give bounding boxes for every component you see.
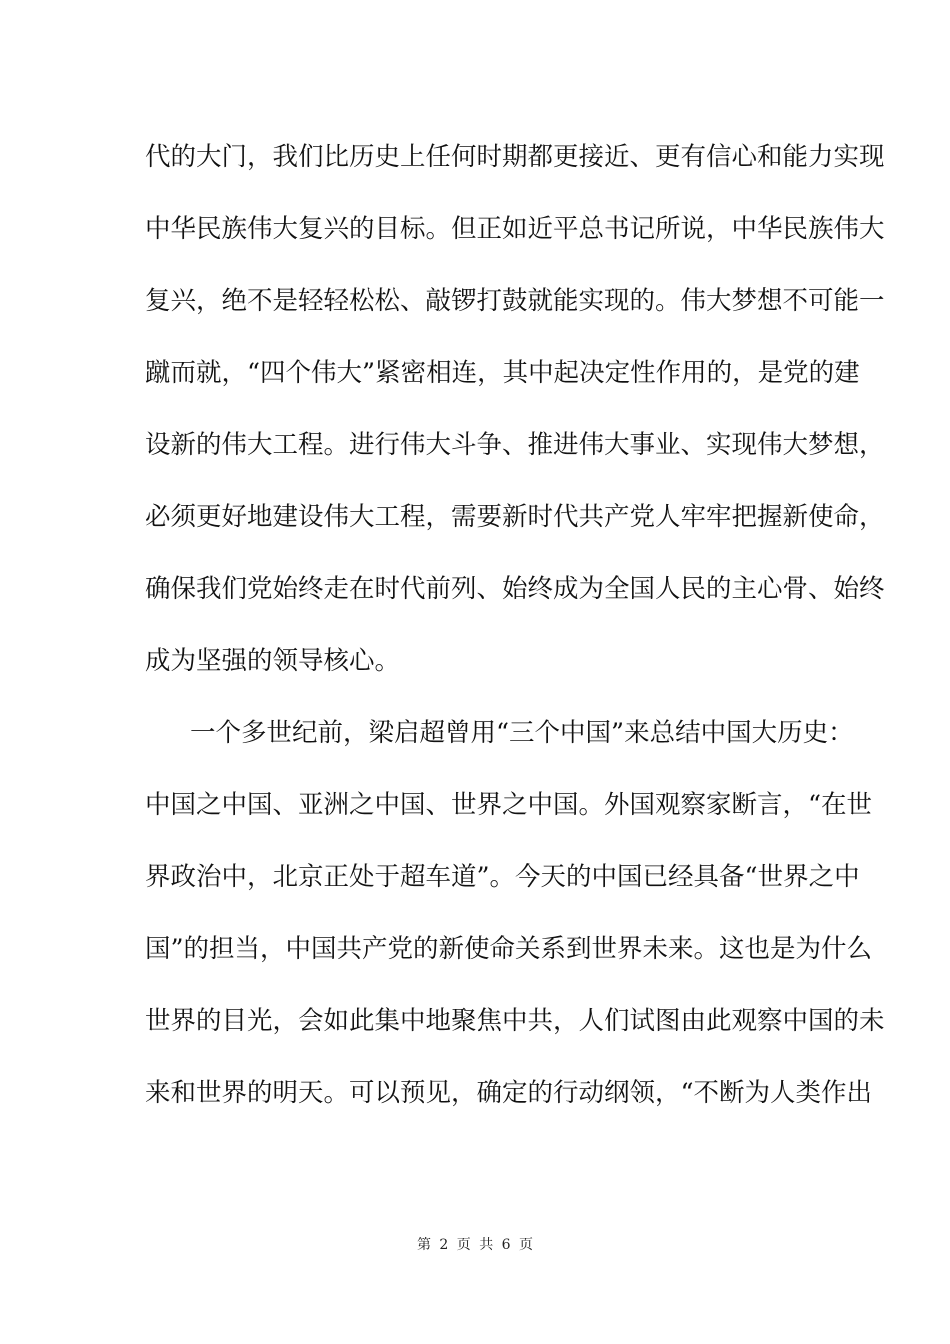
text-line: 确保我们党始终走在时代前列、始终成为全国人民的主心骨、始终 xyxy=(145,574,885,604)
text-line: 中华民族伟大复兴的目标。但正如近平总书记所说，中华民族伟大 xyxy=(145,214,885,244)
paragraph-first-line: 一个多世纪前，梁启超曾用“三个中国”来总结中国大历史： xyxy=(190,718,854,748)
text-line: 设新的伟大工程。进行伟大斗争、推进伟大事业、实现伟大梦想， xyxy=(145,430,885,460)
text-line: 界政治中，北京正处于超车道”。今天的中国已经具备“世界之中 xyxy=(145,862,860,892)
text-line: 国”的担当，中国共产党的新使命关系到世界未来。这也是为什么 xyxy=(145,934,873,964)
text-line: 成为坚强的领导核心。 xyxy=(145,646,401,676)
text-line: 代的大门，我们比历史上任何时期都更接近、更有信心和能力实现 xyxy=(145,142,885,172)
text-line: 必须更好地建设伟大工程，需要新时代共产党人牢牢把握新使命， xyxy=(145,502,885,532)
text-line: 复兴，绝不是轻轻松松、敲锣打鼓就能实现的。伟大梦想不可能一 xyxy=(145,286,885,316)
text-line: 蹴而就，“四个伟大”紧密相连，其中起决定性作用的，是党的建 xyxy=(145,358,860,388)
page-number-footer: 第 2 页 共 6 页 xyxy=(416,1237,534,1253)
text-line: 来和世界的明天。可以预见，确定的行动纲领，“不断为人类作出 xyxy=(145,1078,873,1108)
text-line: 世界的目光，会如此集中地聚焦中共，人们试图由此观察中国的未 xyxy=(145,1006,885,1036)
text-line: 中国之中国、亚洲之中国、世界之中国。外国观察家断言，“在世 xyxy=(145,790,873,820)
